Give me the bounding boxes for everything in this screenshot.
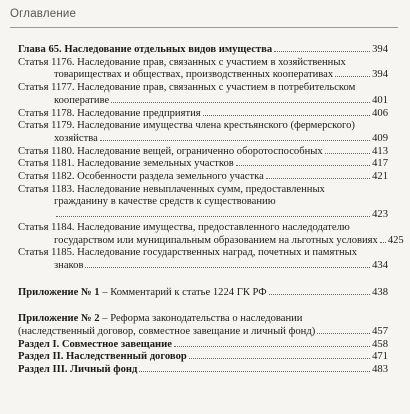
toc-entry-line: товариществах и обществах, производственных кооперативах [54,69,334,81]
toc-entry-line: Статья 1177. Наследование прав, связанных с участием в потребительском [18,82,356,94]
toc-entry-line: (наследственный договор, совместное завещание и личный фонд) [18,326,316,338]
toc-page-number: 483 [372,364,388,376]
toc-page-number: 394 [372,69,388,81]
dot-leader [189,358,370,359]
toc-page-number: 438 [372,286,388,298]
toc-entry-line: государством или муниципальным образованием на льготных условиях [54,234,378,246]
dot-leader [111,102,370,103]
toc-entry-line: Статья 1182. Особенности раздела земельного участка [18,171,264,183]
toc-entry-appendix-1[interactable] [18,287,388,300]
toc-entry-article-1178[interactable] [18,108,388,121]
toc-page-number: 425 [387,234,404,246]
toc-entry-line: кооперативе [54,94,110,106]
dot-leader [335,76,370,77]
dot-leader [100,140,370,141]
toc-entry-line: Статья 1178. Наследование предприятия [18,107,201,119]
toc-entry-appendix-2[interactable] [18,313,388,338]
dot-leader [380,242,386,243]
toc-page-number: 434 [372,259,388,271]
toc-entry-line: Статья 1183. Наследование невыплаченных сумм, предоставленных [18,183,325,195]
toc-entry-line: Раздел II. Наследственный договор [18,351,187,363]
toc-page-number: 409 [372,132,388,144]
toc-entry-section-3[interactable] [18,364,388,377]
dot-leader [85,267,370,268]
toc-entry-article-1177[interactable] [18,82,388,107]
toc-page-number: 413 [372,145,388,157]
dot-leader [236,165,370,166]
header-rule [10,27,398,28]
toc-entry-line: Статья 1184. Наследование имущества, предоставленного наследодателю [18,221,350,233]
spacer [18,273,388,287]
dot-leader [266,178,370,179]
toc-entry-line: гражданину в качестве средств к существованию [54,196,276,208]
toc-page-number: 423 [372,209,388,221]
running-head: Оглавление [10,8,77,20]
dot-leader [317,333,370,334]
toc-entry-label: Глава 65. Наследование отдельных видов имущества [18,44,273,55]
dot-leader [274,51,370,52]
toc-page-number: 401 [372,94,388,106]
dot-leader [203,115,370,116]
toc-page-number: 458 [372,338,388,350]
toc-entry-line: Статья 1185. Наследование государственных наград, почетных и памятных [18,247,358,259]
dot-leader [139,371,370,372]
toc-entry-line: Раздел I. Совместное завещание [18,338,172,350]
spacer [18,299,388,313]
dot-leader [174,346,370,347]
toc-page-number: 394 [372,44,388,55]
dot-leader [269,294,370,295]
toc-page-number: 417 [372,158,388,170]
toc-entry-article-1180[interactable] [18,146,388,159]
toc-entry-article-1181[interactable] [18,158,388,171]
toc-entry-article-1182[interactable] [18,171,388,184]
toc-entry-article-1176[interactable] [18,57,388,82]
toc-page-number: 457 [372,326,388,338]
toc-entry-line: хозяйства [54,132,98,144]
toc-entry-line: знаков [54,259,84,271]
toc-entry-article-1179[interactable] [18,120,388,145]
dot-leader [325,153,370,154]
toc-entry-section-2[interactable] [18,351,388,364]
toc-page-number: 406 [372,107,388,119]
table-of-contents [18,44,404,377]
toc-entry-line: Раздел III. Личный фонд [18,364,138,376]
toc-entry-article-1185[interactable] [18,247,388,272]
toc-entry-section-1[interactable] [18,339,388,352]
dot-leader [56,216,370,217]
toc-entry-article-1184[interactable] [18,221,404,247]
toc-entry-line: Приложение № 2 – Реформа законодательства о наследовании [18,313,303,325]
toc-entry-line: Статья 1176. Наследование прав, связанных с участием в хозяйственных [18,56,346,68]
toc-entry-label: Приложение № 1 – Комментарий к статье 1224 ГК РФ [18,286,267,298]
toc-entry-chapter-65[interactable] [18,44,388,57]
toc-entry-article-1183[interactable] [18,184,388,222]
toc-page-number: 471 [372,351,388,363]
toc-entry-line: Статья 1180. Наследование вещей, ограниченно оборотоспособных [18,145,323,157]
toc-entry-line: Статья 1181. Наследование земельных участков [18,158,234,170]
toc-entry-line: Статья 1179. Наследование имущества члена крестьянского (фермерского) [18,120,355,132]
toc-page-number: 421 [372,171,388,183]
